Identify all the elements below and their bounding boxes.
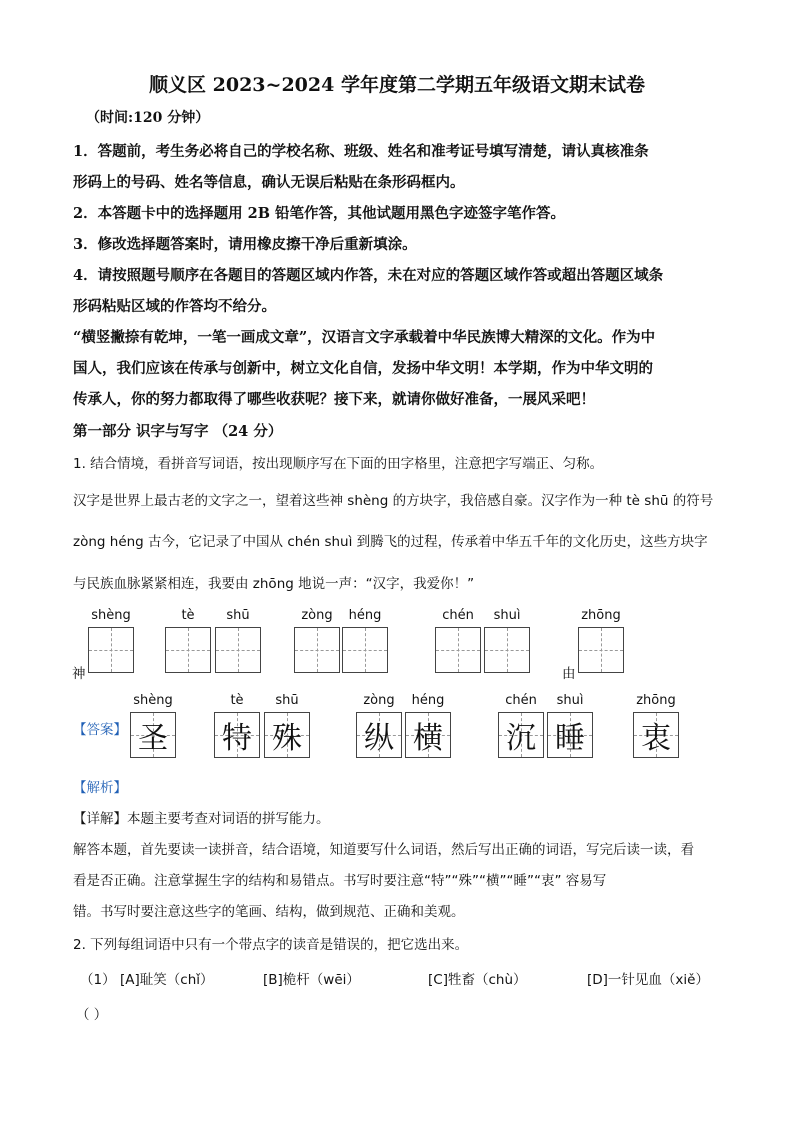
writing-cell[interactable]: [215, 627, 261, 673]
pinyin-label: héng: [348, 608, 382, 623]
part1-heading: 第一部分 识字与写字 （24 分）: [73, 423, 283, 440]
writing-cell[interactable]: [88, 627, 134, 673]
pinyin-label: shèng: [133, 693, 173, 708]
answer-char: 纵: [364, 721, 394, 756]
answer-label: 【答案】: [73, 722, 127, 738]
intro-line: 国人，我们应该在传承与创新中，树立文化自信，发扬中华文明！本学期，作为中华文明的: [73, 360, 653, 377]
detail-line: 解答本题，首先要读一读拼音，结合语境，知道要写什么词语，然后写出正确的词语，写完后读一读，看: [73, 842, 694, 858]
intro-line: “横竖撇捺有乾坤，一笔一画成文章”，汉语言文字承载着中华民族博大精深的文化。作为中: [73, 329, 656, 346]
q2-answer-blank[interactable]: （ ）: [76, 1007, 108, 1023]
pinyin-label: tè: [181, 608, 195, 623]
q1-passage-line: zòng héng 古今，它记录了中国从 chén shuì 到腾飞的过程，传承着中华五千年的文化历史，这些方块字: [73, 534, 708, 550]
q2-option-d[interactable]: [D]一针见血（xiě）: [587, 972, 709, 988]
analysis-label: 【解析】: [73, 780, 127, 796]
q1-prompt: 1. 结合情境，看拼音写词语，按出现顺序写在下面的田字格里，注意把字写端正、匀称。: [73, 456, 604, 472]
pinyin-label: shèng: [91, 608, 131, 623]
instruction-line: 形码粘贴区域的作答均不给分。: [73, 298, 276, 315]
exam-title: 顺义区 2023~2024 学年度第二学期五年级语文期末试卷: [149, 74, 645, 96]
pinyin-label: shuì: [493, 608, 521, 623]
prefix-char: 神: [72, 666, 86, 682]
pinyin-label: héng: [411, 693, 445, 708]
writing-cell[interactable]: [294, 627, 340, 673]
instruction-line: 1．答题前，考生务必将自己的学校名称、班级、姓名和准考证号填写清楚，请认真核准条: [73, 143, 649, 160]
exam-time: （时间:120 分钟）: [86, 110, 210, 126]
pinyin-label: tè: [230, 693, 244, 708]
pinyin-label: zòng: [363, 693, 395, 708]
writing-cell[interactable]: [165, 627, 211, 673]
pinyin-label: chén: [505, 693, 537, 708]
answer-char: 殊: [272, 721, 302, 756]
instruction-line: 形码上的号码、姓名等信息，确认无误后粘贴在条形码框内。: [73, 174, 465, 191]
answer-char: 圣: [138, 721, 168, 756]
q2-option-a[interactable]: [A]耻笑（chǐ）: [120, 972, 214, 988]
q2-option-c[interactable]: [C]牲畜（chù）: [428, 972, 527, 988]
instruction-line: 4．请按照题号顺序在各题目的答题区域内作答，未在对应的答题区域作答或超出答题区域条: [73, 267, 664, 284]
pinyin-label: shū: [226, 608, 250, 623]
answer-char: 沉: [506, 721, 536, 756]
q2-prompt: 2. 下列每组词语中只有一个带点字的读音是错误的，把它选出来。: [73, 937, 469, 953]
answer-char: 特: [222, 721, 252, 756]
pinyin-label: zhōng: [581, 608, 621, 623]
q1-passage-line: 与民族血脉紧紧相连，我要由 zhōng 地说一声：“汉字，我爱你！”: [73, 576, 475, 592]
writing-cell[interactable]: [435, 627, 481, 673]
pinyin-label: zòng: [301, 608, 333, 623]
pinyin-label: shū: [275, 693, 299, 708]
intro-line: 传承人，你的努力都取得了哪些收获呢？接下来，就请你做好准备，一展风采吧！: [73, 391, 595, 408]
pinyin-label: chén: [442, 608, 474, 623]
answer-char: 横: [413, 721, 443, 756]
pinyin-label: zhōng: [636, 693, 676, 708]
instruction-line: 2．本答题卡中的选择题用 2B 铅笔作答，其他试题用黑色字迹签字笔作答。: [73, 205, 566, 222]
detail-line: 看是否正确。注意掌握生字的结构和易错点。书写时要注意“特”“殊”“横”“睡”“衷” 容易写: [73, 873, 607, 889]
prefix-char: 由: [562, 666, 576, 682]
writing-cell[interactable]: [578, 627, 624, 673]
answer-char: 睡: [555, 721, 585, 756]
detail-line: 错。书写时要注意这些字的笔画、结构，做到规范、正确和美观。: [73, 904, 465, 920]
pinyin-label: shuì: [556, 693, 584, 708]
writing-cell[interactable]: [342, 627, 388, 673]
instruction-line: 3．修改选择题答案时，请用橡皮擦干净后重新填涂。: [73, 236, 417, 253]
q2-number: （1）: [80, 972, 116, 988]
answer-char: 衷: [641, 721, 671, 756]
q1-passage-line: 汉字是世界上最古老的文字之一，望着这些神 shèng 的方块字，我倍感自豪。汉字作为一种 tè shū 的符号: [73, 493, 714, 509]
q2-option-b[interactable]: [B]桅杆（wēi）: [263, 972, 360, 988]
writing-cell[interactable]: [484, 627, 530, 673]
detail-line: 【详解】本题主要考查对词语的拼写能力。: [73, 811, 330, 827]
